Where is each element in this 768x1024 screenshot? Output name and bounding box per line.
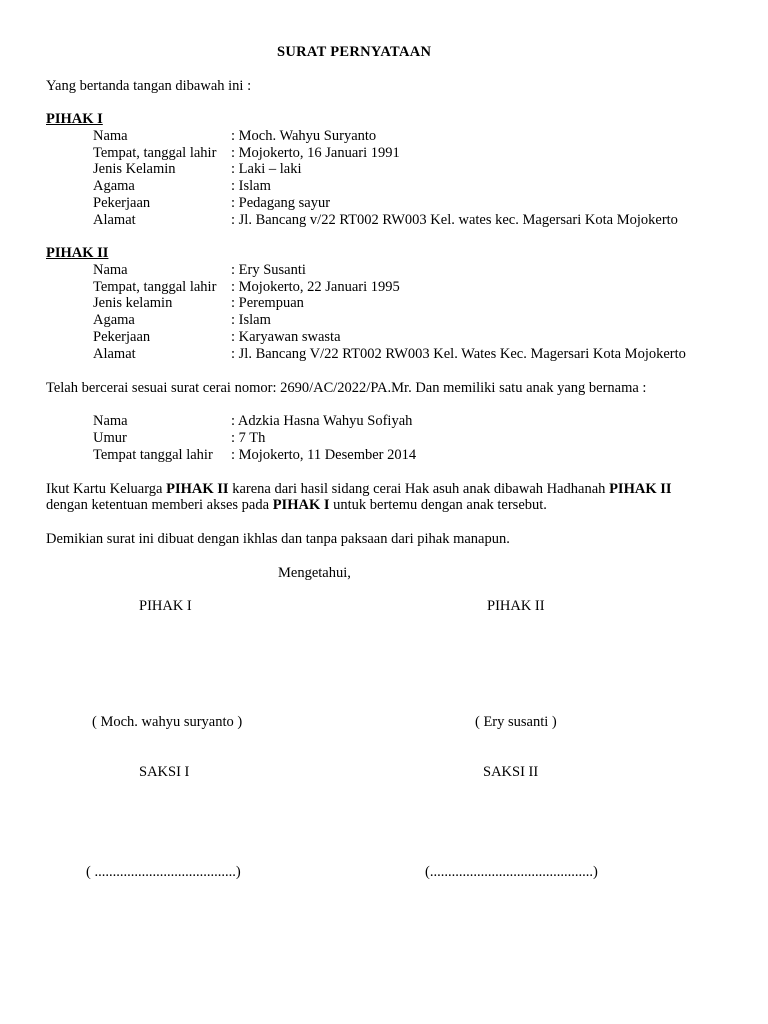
signature-title-pihak2: PIHAK II: [487, 598, 545, 614]
field-value: : Moch. Wahyu Suryanto: [231, 128, 377, 144]
pihak1-row-nama: [93, 128, 376, 145]
field-label: Nama: [93, 262, 128, 278]
closing-statement: Demikian surat ini dibuat dengan ikhlas dan tanpa paksaan dari pihak manapun.: [46, 531, 510, 547]
field-value: : Jl. Bancang V/22 RT002 RW003 Kel. Wates Kec. Magersari Kota Mojokerto: [231, 346, 686, 362]
field-value: : Karyawan swasta: [231, 329, 341, 345]
field-label: Umur: [93, 430, 127, 446]
pihak1-row-pekerjaan: [93, 195, 330, 212]
field-value: : Adzkia Hasna Wahyu Sofiyah: [231, 413, 413, 429]
pihak1-row-alamat: [93, 212, 678, 229]
field-value: : Pedagang sayur: [231, 195, 331, 211]
pihak2-row-nama: [93, 262, 306, 279]
field-value: : Jl. Bancang v/22 RT002 RW003 Kel. wates kec. Magersari Kota Mojokerto: [231, 212, 678, 228]
field-label: Alamat: [93, 212, 136, 228]
field-value: : 7 Th: [231, 430, 266, 446]
field-value: : Ery Susanti: [231, 262, 306, 278]
custody-line-2: [46, 497, 547, 514]
witness-title-saksi2: SAKSI II: [483, 764, 539, 780]
pihak2-row-agama: [93, 312, 271, 329]
field-label: Jenis kelamin: [93, 295, 173, 311]
field-label: Agama: [93, 312, 135, 328]
bold-party: PIHAK II: [609, 481, 672, 497]
field-label: Agama: [93, 178, 135, 194]
child-row-umur: [93, 430, 265, 447]
signature-name-pihak1: ( Moch. wahyu suryanto ): [92, 714, 243, 730]
pihak2-row-jenis-kelamin: [93, 295, 304, 312]
child-row-nama: [93, 413, 412, 430]
text-span: karena dari hasil sidang cerai Hak asuh anak dibawah Hadhanah: [228, 481, 610, 497]
text-span: Ikut Kartu Keluarga: [46, 481, 167, 497]
mengetahui-label: Mengetahui,: [278, 565, 351, 581]
pihak2-row-pekerjaan: [93, 329, 341, 346]
pihak2-row-alamat: [93, 346, 686, 363]
signature-name-pihak2: ( Ery susanti ): [475, 714, 557, 730]
witness-title-saksi1: SAKSI I: [139, 764, 190, 780]
field-value: : Mojokerto, 22 Januari 1995: [231, 279, 400, 295]
child-row-ttl: [93, 447, 416, 464]
field-value: : Mojokerto, 11 Desember 2014: [231, 447, 417, 463]
pihak2-row-ttl: [93, 279, 400, 296]
text-span: dengan ketentuan memberi akses pada: [46, 497, 273, 513]
text-span: untuk bertemu dengan anak tersebut.: [329, 497, 547, 513]
field-value: : Perempuan: [231, 295, 304, 311]
bold-party: PIHAK I: [272, 497, 330, 513]
pihak1-row-jenis-kelamin: [93, 161, 301, 178]
document-title: SURAT PERNYATAAN: [277, 44, 432, 60]
field-value: : Laki – laki: [231, 161, 302, 177]
field-label: Alamat: [93, 346, 136, 362]
field-label: Jenis Kelamin: [93, 161, 176, 177]
field-label: Tempat, tanggal lahir: [93, 145, 217, 161]
field-label: Tempat, tanggal lahir: [93, 279, 217, 295]
field-label: Tempat tanggal lahir: [93, 447, 213, 463]
pihak1-row-agama: [93, 178, 271, 195]
pihak1-row-ttl: [93, 145, 400, 162]
bold-party: PIHAK II: [166, 481, 229, 497]
pihak2-heading: PIHAK II: [46, 245, 109, 261]
field-label: Pekerjaan: [93, 329, 151, 345]
field-label: Nama: [93, 128, 128, 144]
pihak1-heading: PIHAK I: [46, 111, 103, 127]
custody-line-1: [46, 481, 672, 498]
field-value: : Islam: [231, 312, 271, 328]
intro-text: Yang bertanda tangan dibawah ini :: [46, 78, 252, 94]
witness-blank-saksi2: (.............................................): [425, 864, 598, 880]
field-label: Pekerjaan: [93, 195, 151, 211]
divorce-statement: Telah bercerai sesuai surat cerai nomor: 2690/AC/2022/PA.Mr. Dan memiliki satu anak yang bernama :: [46, 380, 647, 396]
signature-title-pihak1: PIHAK I: [139, 598, 192, 614]
field-value: : Mojokerto, 16 Januari 1991: [231, 145, 400, 161]
field-label: Nama: [93, 413, 128, 429]
field-value: : Islam: [231, 178, 271, 194]
witness-blank-saksi1: ( .......................................): [86, 864, 241, 880]
